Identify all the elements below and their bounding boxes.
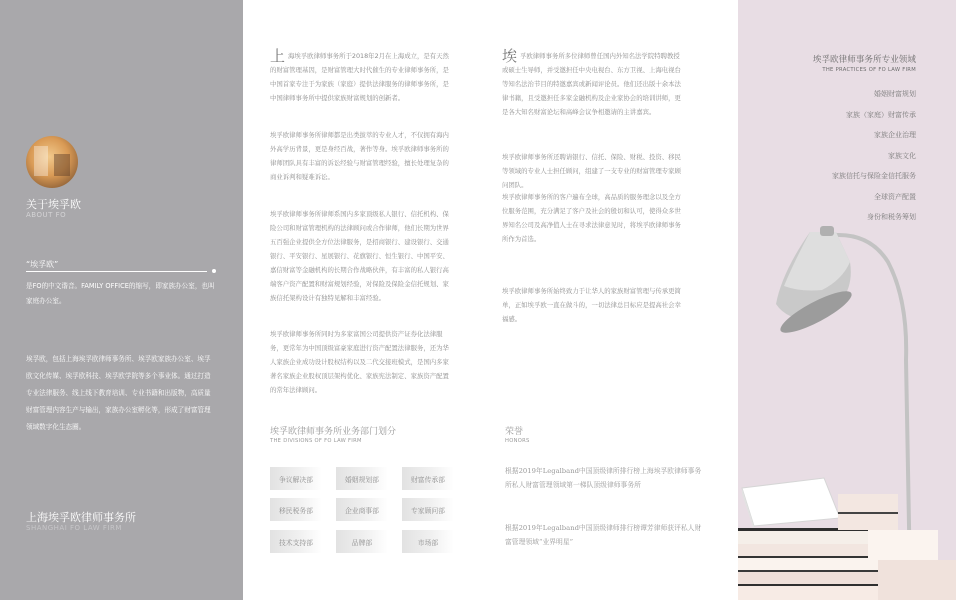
divisions-title: 埃孚欧律师事务所业务部门划分	[270, 427, 397, 437]
honor-item-1: 根据2019年Legalband中国顶级律所排行榜上海埃孚欧律师事务所私人财富管理领域第一梯队顶级律师事务所	[505, 467, 702, 489]
practice-item: 家族（家庭）财富传承	[846, 110, 916, 119]
divider-dot	[212, 269, 216, 273]
practices-title-en: THE PRACTICES OF FO LAW FIRM	[822, 67, 916, 73]
division-immigration-tax: 移民税务部	[270, 498, 322, 521]
practices-title: 埃孚欧律师事务所专业领域	[812, 55, 916, 65]
brand-explanation-paragraph: 是FO的中文谐音。FAMILY OFFICE的缩写，即家族办公室，也叫家庭办公室。	[26, 282, 215, 305]
honors-title-en: HONORS	[505, 438, 530, 444]
practice-item: 家族信托与保险金信托服务	[832, 172, 916, 180]
practice-item: 婚姻财富规划	[874, 90, 916, 98]
about-title-en: ABOUT FO	[26, 211, 67, 219]
firm-name: 上海埃孚欧律师事务所	[26, 511, 136, 524]
honor-item-2: 根据2019年Legalband中国顶级律师排行榜谭芳律师获评私人财富管理领域“业界明星”	[505, 524, 702, 546]
honors-title: 荣誉	[505, 427, 524, 437]
division-expert-advisors: 专家顾问部	[402, 498, 454, 521]
division-marketing: 市场部	[402, 530, 454, 553]
books-stack-icon	[738, 478, 956, 600]
intro-paragraph-1: 上海埃孚欧律师事务所于2018年2月在上海成立，是有天然的财富管理基因，是财富管理大时代催生的专业律师事务所，是中国首家专注于为家族（家庭）提供法律服务的律师事务所，是中国律师事务所中提供家族财富规划的创新者。	[270, 47, 449, 102]
about-title: 关于埃孚欧	[26, 198, 81, 211]
practices-panel	[738, 0, 956, 600]
practice-item: 全球资产配置	[874, 192, 916, 201]
division-dispute-resolution: 争议解决部	[270, 467, 322, 490]
division-tech-support: 技术支持部	[270, 530, 322, 553]
team-paragraph-1: 埃孚欧律师事务所多位律师曾任国内外知名法学院特聘教授或硕士生导师，并受邀担任中央电视台、东方卫视、上海电视台等知名法治节目的特邀嘉宾或新闻评论员。他们还出版十余本法律书籍，且受邀担任多家金融机构及企业家协会的培训讲师，更是各大知名财富论坛和高峰会议争相邀请的主讲嘉宾。	[502, 47, 681, 116]
practice-item: 家族企业治理	[874, 131, 916, 139]
ecosystem-paragraph: 埃孚欧，包括上海埃孚欧律师事务所、埃孚欧家族办公室、埃孚欧文化传媒、埃孚欧科技、埃孚欧学院等多个事业体。通过打造专业法律服务、线上线下教育培训、专业书籍和出版物，高质量财富管理内容生产与输出，家族办公室孵化等，形成了财富管理领域数字化生态圈。	[26, 355, 211, 431]
lamp-and-books-illustration	[738, 0, 956, 600]
practice-item: 身份和税务筹划	[867, 213, 916, 221]
division-corporate-commercial: 企业商事部	[336, 498, 388, 521]
office-photo-avatar	[26, 136, 78, 188]
firm-name-en: SHANGHAI FO LAW FIRM	[26, 524, 122, 532]
practice-item: 家族文化	[888, 151, 916, 160]
dropcap: 上	[270, 47, 286, 65]
dropcap: 埃	[502, 47, 518, 65]
about-panel	[0, 0, 243, 600]
division-brand: 品牌部	[336, 530, 388, 553]
divisions-title-en: THE DIVISIONS OF FO LAW FIRM	[270, 438, 362, 444]
team-paragraph-3: 埃孚欧律师事务所的客户遍布全球，高品质的服务理念以及全方位服务范围，充分满足了客户及社会的殷切和认可，使得众多世界知名公司及高净值人士在寻求法律意见时，将埃孚欧律师事务所作为首选。	[502, 193, 681, 243]
divider-line	[26, 271, 207, 272]
division-marriage-planning: 婚姻规划部	[336, 467, 388, 490]
intro-paragraph-4: 埃孚欧律师事务所同时为多家富国公司提供资产证券化法律服务，更常年为中国顶级富豪家庭进行资产配置法律服务，还为华人家族企业成功设计股权结构以及二代交接班模式，是国内多家著名家族企业股权顶层架构优化、家族宪法制定、家族资产配置的常年法律顾问。	[270, 330, 449, 394]
team-paragraph-2: 埃孚欧律师事务所还聘请银行、信托、保险、财税、投资、移民等领域的专业人士担任顾问，组建了一支专业的财富管理专家顾问团队。	[502, 153, 681, 189]
team-paragraph-4: 埃孚欧律师事务所始终致力于让华人的家族财富管理与传承更简单，正如埃孚欧一直在做斗的，一切法律总目标应是提高社会幸福感。	[502, 287, 681, 323]
intro-paragraph-3: 埃孚欧律师事务所律师系国内多家顶级私人银行、信托机构、保险公司和财富管理机构的法律顾问或合作律师，他们长期为世界五百强企业提供全方位法律服务，是招商银行、建设银行、交通银行、平安银行、星展银行、花旗银行、恒生银行、中国平安、嘉信财富等金融机构的长期合作战略伙伴，有丰富的私人银行高端客户资产配置和财富规划经验，对保险及保险金信托规划、家族信托架构设计有独特见解和丰富经验。	[270, 210, 449, 302]
lamp-head-icon	[776, 226, 856, 340]
division-wealth-inheritance: 财富传承部	[402, 467, 454, 490]
intro-paragraph-2: 埃孚欧律师事务所律师都是出类拔萃的专业人才，不仅拥有海内外高学历背景，更是身经百战，著作等身。埃孚欧律师事务所的律师团队具有丰富的诉讼经验与财富管理经验，擅长处理复杂的商业诉判和疑难诉讼。	[270, 131, 449, 181]
brand-quote-title: “埃孚欧”	[26, 260, 59, 269]
